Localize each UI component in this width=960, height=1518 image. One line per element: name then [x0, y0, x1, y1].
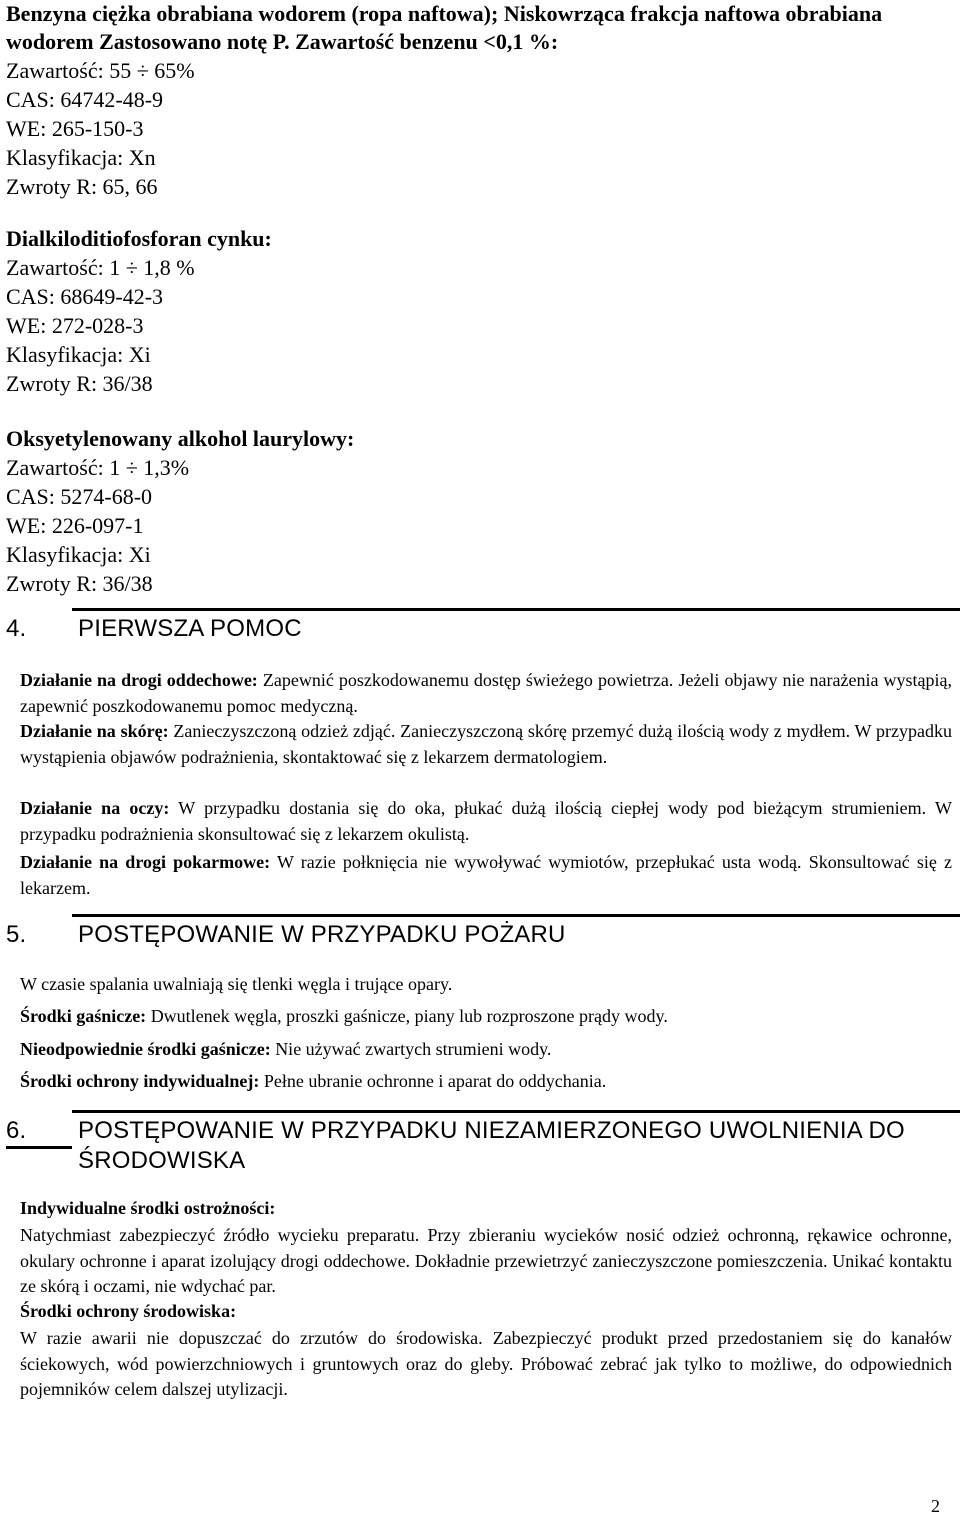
section-6-sub-rule [6, 1146, 72, 1149]
section-5-rule [72, 914, 960, 917]
environmental-precautions-heading [20, 1299, 952, 1325]
section-6-title-line-2: ŚRODOWISKA [78, 1147, 246, 1174]
fire-protective-equipment [20, 1069, 952, 1095]
component-name: Oksyetylenowany alkohol laurylowy: [6, 426, 355, 451]
item-text: W razie połknięcia nie wywoływać wymiotów, przepłukać usta wodą. Skonsultować się z lekarzem. [20, 852, 952, 898]
item-text: Pełne ubranie ochronne i aparat do oddychania. [259, 1071, 607, 1091]
item-label: Działanie na drogi pokarmowe: [20, 852, 271, 872]
detail-line: Zwroty R: 36/38 [6, 371, 153, 396]
environmental-precautions-text: W razie awarii nie dopuszczać do zrzutów do środowiska. Zabezpieczyć produkt przed przedostaniem się do kanałów ściekowych, wód powierzchniowych i gruntowych oraz do gleby. Próbować zebrać jak tylko to możliwe, do odpowiednich pojemników celem dalszej utylizacji. [20, 1328, 952, 1399]
page-number: 2 [931, 1496, 940, 1516]
first-aid-eyes [20, 796, 952, 847]
component-lead-paragraph: Benzyna ciężka obrabiana wodorem (ropa naftowa); Niskowrząca frakcja naftowa obrabiana wodorem Zastosowano notę P. Zawartość benzenu <0,1 %: [6, 1, 883, 54]
detail-line: Zawartość: 55 ÷ 65% [6, 58, 195, 83]
detail-line: Klasyfikacja: Xi [6, 542, 151, 567]
detail-line: Zawartość: 1 ÷ 1,3% [6, 455, 190, 480]
detail-line: Zwroty R: 36/38 [6, 571, 153, 596]
item-label: Działanie na drogi oddechowe: [20, 670, 258, 690]
detail-line: Zawartość: 1 ÷ 1,8 % [6, 255, 195, 280]
section-6-number: 6. [6, 1117, 27, 1144]
section-5-title: POSTĘPOWANIE W PRZYPADKU POŻARU [78, 921, 566, 948]
item-text: Zanieczyszczoną odzież zdjąć. Zanieczyszczoną skórę przemyć dużą ilością wody z mydłem. W przypadku wystąpienia objawów podrażnienia, skontaktować się z lekarzem dermatologiem. [20, 721, 952, 767]
personal-precautions-text: Natychmiast zabezpieczyć źródło wycieku preparatu. Przy zbieraniu wycieków nosić odzież ochronną, rękawice ochronne, okulary ochronne i aparat izolujący drogi oddechowe. Dokładnie przewietrzyć zanieczyszczone pomieszczenia. Unikać kontaktu ze skórą i oczami, nie wdychać par. [20, 1225, 952, 1296]
item-label: Środki ochrony środowiska: [20, 1301, 237, 1321]
personal-precautions-heading [20, 1196, 952, 1222]
section-6-title-line-1: POSTĘPOWANIE W PRZYPADKU NIEZAMIERZONEGO UWOLNIENIA DO [78, 1117, 905, 1144]
detail-line: WE: 226-097-1 [6, 513, 144, 538]
detail-line: CAS: 64742-48-9 [6, 87, 164, 112]
detail-line: Klasyfikacja: Xi [6, 342, 151, 367]
component-lauryl-alcohol [6, 424, 354, 598]
detail-line: WE: 265-150-3 [6, 116, 144, 141]
item-text: W przypadku dostania się do oka, płukać dużą ilością ciepłej wody pod bieżącym strumieniem. W przypadku podrażnienia skonsultować się z lekarzem okulistą. [20, 798, 952, 844]
item-label: Działanie na oczy: [20, 798, 170, 818]
item-text: Zapewnić poszkodowanemu dostęp świeżego powietrza. Jeżeli objawy nie narażenia wystąpią, zapewnić poszkodowanemu pomoc medyczną. [20, 670, 953, 716]
section-4-rule [72, 608, 960, 611]
item-label: Nieodpowiednie środki gaśnicze: [20, 1039, 271, 1059]
item-label: Środki gaśnicze: [20, 1006, 147, 1026]
detail-line: CAS: 68649-42-3 [6, 284, 164, 309]
item-text: Dwutlenek węgla, proszki gaśnicze, piany lub rozproszone prądy wody. [146, 1006, 668, 1026]
item-label: Indywidualne środki ostrożności: [20, 1198, 276, 1218]
fire-extinguishing-media [20, 1004, 952, 1030]
item-label: Środki ochrony indywidualnej: [20, 1071, 260, 1091]
first-aid-skin [20, 719, 952, 770]
section-4-number: 4. [6, 615, 27, 642]
fire-unsuitable-media [20, 1037, 952, 1063]
first-aid-respiratory [20, 668, 952, 719]
component-name: Dialkiloditiofosforan cynku: [6, 226, 272, 251]
first-aid-ingestion [20, 850, 952, 901]
detail-line: WE: 272-028-3 [6, 313, 144, 338]
section-4-title: PIERWSZA POMOC [78, 615, 302, 642]
detail-line: CAS: 5274-68-0 [6, 484, 153, 509]
section-5-number: 5. [6, 921, 27, 948]
item-text: Nie używać zwartych strumieni wody. [270, 1039, 552, 1059]
component-zinc-dithiophosphate [6, 224, 272, 398]
item-label: Działanie na skórę: [20, 721, 169, 741]
section-6-rule [72, 1110, 960, 1113]
fire-combustion-note: W czasie spalania uwalniają się tlenki węgla i trujące opary. [20, 974, 453, 994]
detail-line: Zwroty R: 65, 66 [6, 174, 158, 199]
detail-line: Klasyfikacja: Xn [6, 145, 156, 170]
component-benzine-details [6, 56, 195, 201]
